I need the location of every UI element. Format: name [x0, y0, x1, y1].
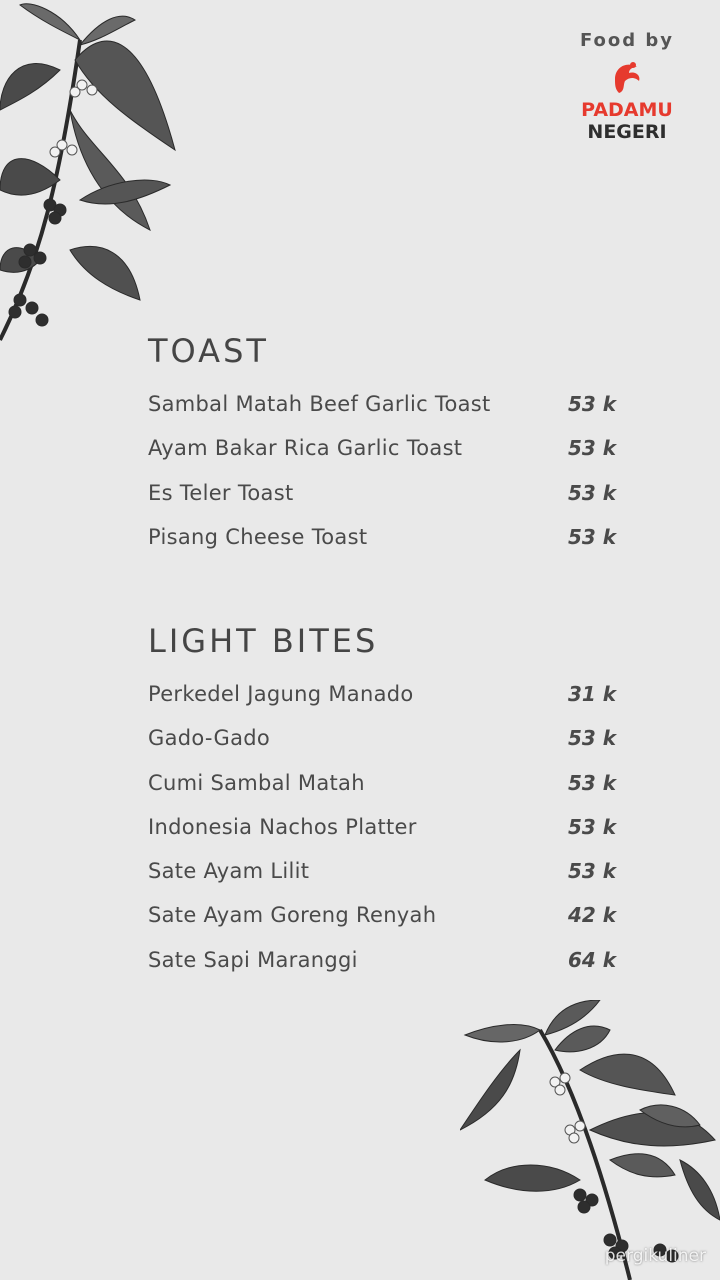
menu-item-price: 64 k: [568, 947, 617, 972]
menu-item: [148, 815, 618, 859]
menu-item-price: 31 k: [568, 682, 617, 706]
menu-section-toast: [148, 332, 618, 569]
menu-item-price: 53 k: [568, 814, 617, 839]
watermark: pergikuliner: [604, 1246, 706, 1266]
menu-item-name: Sambal Matah Beef Garlic Toast: [148, 392, 491, 416]
menu-item: [148, 948, 618, 992]
menu-item-price: 53 k: [568, 436, 617, 461]
menu-item-name: Ayam Bakar Rica Garlic Toast: [148, 436, 463, 461]
brand-name-negeri: NEGERI: [587, 121, 667, 143]
menu-item-price: 53 k: [568, 770, 617, 795]
menu-item: [148, 859, 618, 903]
menu-item-name: Cumi Sambal Matah: [148, 770, 365, 795]
brand-name-padamu: PADAMU: [581, 99, 673, 121]
menu-item-name: Perkedel Jagung Manado: [148, 682, 414, 706]
menu-item-price: 42 k: [568, 903, 617, 928]
menu-item-name: Sate Ayam Goreng Renyah: [148, 903, 437, 928]
menu-item-name: Indonesia Nachos Platter: [148, 814, 417, 839]
coffee-plant-illustration-bottom: [460, 1000, 720, 1280]
brand-food-by-label: Food by: [579, 30, 675, 51]
menu-item-price: 53 k: [568, 726, 617, 751]
menu-item-name: Es Teler Toast: [148, 480, 294, 505]
menu-item-name: Sate Ayam Lilit: [148, 859, 310, 884]
menu-item-price: 53 k: [568, 480, 617, 505]
section-title-light-bites: LIGHT BITES: [148, 622, 379, 660]
menu-item-name: Sate Sapi Maranggi: [148, 947, 358, 972]
menu-item-name: Pisang Cheese Toast: [148, 524, 368, 549]
menu-item: [148, 392, 618, 436]
menu-item: [148, 771, 618, 815]
menu-item-price: 53 k: [568, 859, 617, 884]
section-title-toast: TOAST: [148, 332, 269, 370]
menu-section-light-bites: [148, 622, 618, 992]
menu-item-name: Gado-Gado: [148, 726, 271, 751]
menu-item: [148, 903, 618, 947]
menu-item: [148, 481, 618, 525]
menu-item: [148, 525, 618, 569]
menu-item-price: 53 k: [568, 524, 617, 549]
coffee-plant-illustration-top: [0, 0, 200, 360]
menu-item: [148, 682, 618, 726]
padamu-negeri-logo-icon: [609, 59, 645, 97]
menu-item: [148, 436, 618, 480]
brand-block: [572, 30, 682, 143]
menu-item-price: 53 k: [568, 392, 617, 416]
menu-item: [148, 726, 618, 770]
